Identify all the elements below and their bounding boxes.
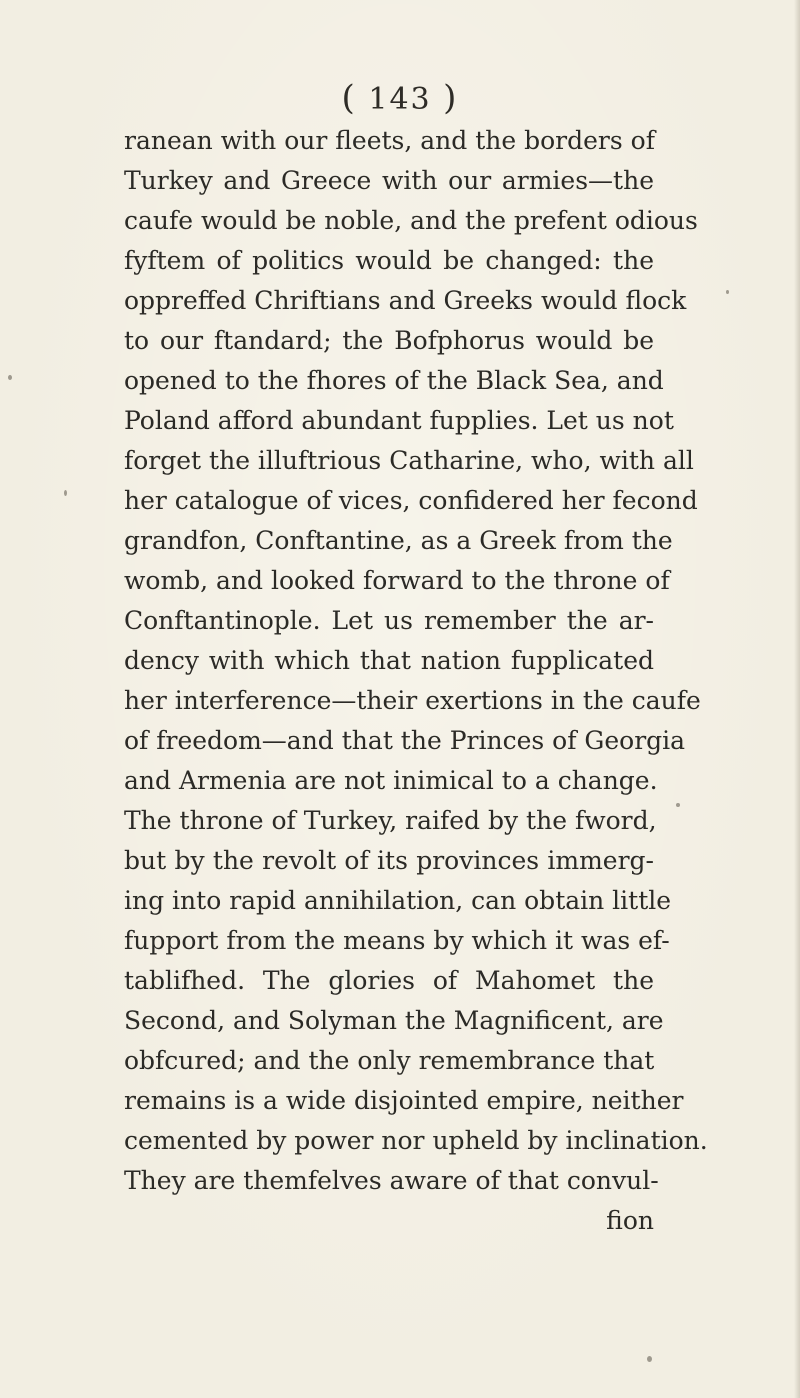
text-line: to our ftandard; the Bofphorus would be (124, 326, 654, 355)
text-line: oppreffed Chriftians and Greeks would flock (124, 286, 687, 315)
text-line: and Armenia are not inimical to a change. (124, 766, 658, 795)
text-line: ing into rapid annihilation, can obtain little (124, 886, 672, 915)
text-line: remains is a wide disjointed empire, neither (124, 1086, 684, 1115)
text-line: dency with which that nation fupplicated (124, 646, 654, 675)
body-text (124, 121, 708, 1241)
text-line: Turkey and Greece with our armies—the (124, 166, 654, 195)
text-line: ranean with our fleets, and the borders of (124, 126, 655, 155)
text-line: Conftantinople. Let us remember the ar- (124, 606, 654, 635)
text-line: They are themfelves aware of that convul- (124, 1166, 659, 1195)
header-open-paren: ( (341, 78, 357, 118)
text-line: cemented by power nor upheld by inclination. (124, 1126, 708, 1155)
text-line: opened to the fhores of the Black Sea, and (124, 366, 664, 395)
text-line: caufe would be noble, and the prefent odious (124, 206, 698, 235)
text-line: of freedom—and that the Princes of Georgia (124, 726, 686, 755)
text-line: tablifhed. The glories of Mahomet the (124, 966, 654, 995)
text-line: Second, and Solyman the Magnificent, are (124, 1006, 664, 1035)
text-line: obfcured; and the only remembrance that (124, 1046, 655, 1075)
text-line: her catalogue of vices, confidered her fecond (124, 486, 698, 515)
text-line: but by the revolt of its provinces immerg- (124, 846, 654, 875)
text-line: fyftem of politics would be changed: the (124, 246, 654, 275)
text-line: forget the illuftrious Catharine, who, with all (124, 446, 694, 475)
text-line: fupport from the means by which it was ef- (124, 926, 670, 955)
text-line: Poland afford abundant fupplies. Let us not (124, 406, 674, 435)
text-line: womb, and looked forward to the throne of (124, 566, 670, 595)
page-edge-shadow (794, 0, 800, 1398)
paper-speck (726, 290, 729, 294)
text-line: her interference—their exertions in the caufe (124, 686, 701, 715)
paper-speck (64, 490, 67, 496)
catchword: fion (606, 1206, 654, 1235)
paper-speck (676, 803, 680, 807)
text-line: grandfon, Conftantine, as a Greek from the (124, 526, 673, 555)
page-number-header (0, 78, 800, 118)
paper-speck (8, 375, 12, 380)
page-number: 143 (368, 82, 432, 117)
paper-speck (647, 1356, 652, 1362)
header-close-paren: ) (443, 78, 459, 118)
text-line: The throne of Turkey, raifed by the fword, (124, 806, 657, 835)
